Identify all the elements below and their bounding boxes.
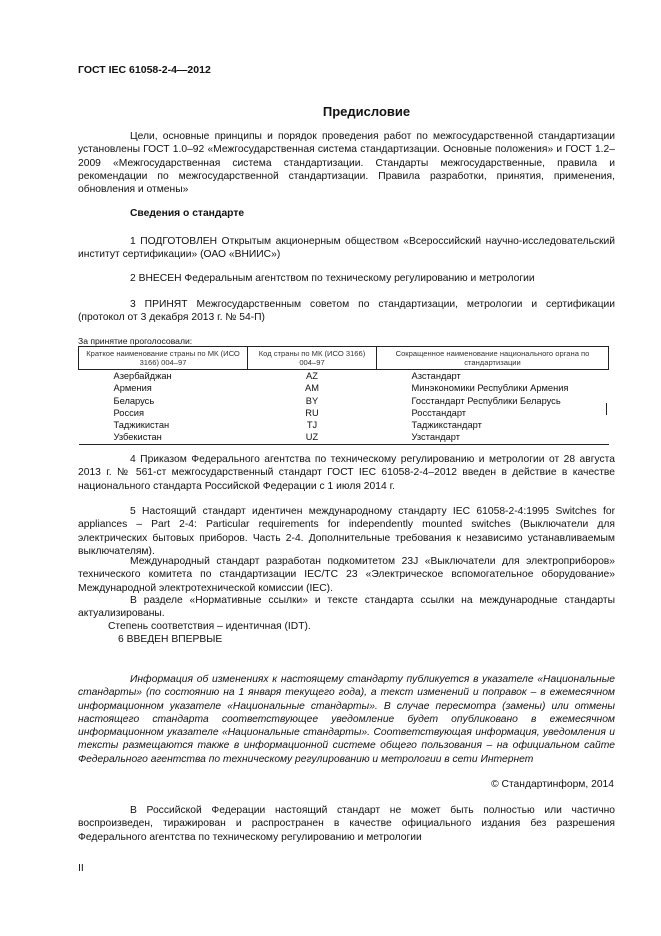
page-number: II xyxy=(78,862,84,874)
item-5-international-standard: Международный стандарт разработан подкомитетом 23J «Выключатели для электроприборов» технического комитета по стандартизации IEC/TC 23 «Электрическое вспомогательное оборудование» Международной электротехнической комиссии (IEC). xyxy=(78,556,615,594)
voting-table xyxy=(78,346,609,445)
country-name: Беларусь xyxy=(113,395,155,406)
table-row xyxy=(79,419,609,431)
col-header-country: Краткое наименование страны по МК (ИСО 3166) 004–97 xyxy=(79,347,248,370)
table-row xyxy=(79,407,609,419)
item-6: 6 ВВЕДЕН ВПЕРВЫЕ xyxy=(118,634,223,645)
col-header-body: Сокращенное наименование национального органа по стандартизации xyxy=(377,347,609,370)
item-2: 2 ВНЕСЕН Федеральным агентством по техническому регулированию и метрологии xyxy=(130,273,535,284)
item-5: 5 Настоящий стандарт идентичен международному стандарту IEC 61058-2-4:1995 Switches for appliances – Part 2-4: Particular requirements for independently mounted switches (Выключатели для электрических бытовых приборов. Часть 2-4. Дополнительные требования к независимо устанавливаемым выключателям). xyxy=(78,506,615,557)
standards-body: Минэкономики Республики Армения xyxy=(411,383,569,394)
country-code: AZ xyxy=(306,371,318,381)
table-row xyxy=(79,382,609,394)
country-name: Таджикистан xyxy=(113,420,170,431)
table-edge-mark xyxy=(606,403,607,415)
col-header-code: Код страны по МК (ИСО 3166) 004–97 xyxy=(248,347,377,370)
table-row xyxy=(79,370,609,383)
legal-notice: В Российской Федерации настоящий стандарт не может быть полностью или частично воспроизведен, тиражирован и распространен в качестве официального издания без разрешения Федерального агентства по техническому регулированию и метрологии xyxy=(78,805,615,843)
country-code: TJ xyxy=(306,420,318,431)
standards-body: Узстандарт xyxy=(377,431,609,444)
document-header: ГОСТ IEC 61058-2-4—2012 xyxy=(78,64,211,76)
country-code: BY xyxy=(305,395,319,406)
standards-body: Таджикстандарт xyxy=(411,420,482,431)
standards-body: Росстандарт xyxy=(411,407,467,418)
intro-paragraph: Цели, основные принципы и порядок проведения работ по межгосударственной стандартизации установлены ГОСТ 1.0–92 «Межгосударственная система стандартизации. Основные положения» и ГОСТ 1.2–2009 «Межгосударственная система стандартизации. Стандарты межгосударственные, правила и рекомендации по межгосударственной стандартизации. Правила разработки, принятия, применения, обновления и отмены» xyxy=(78,131,615,196)
item-1: 1 ПОДГОТОВЛЕН Открытым акционерным обществом «Всероссийский научно-исследовательский институт сертификации» (ОАО «ВНИИС») xyxy=(78,236,615,261)
standards-body: Азстандарт xyxy=(411,371,461,381)
item-5-conformity: Степень соответствия – идентичная (IDT). xyxy=(108,621,311,632)
country-name: Азербайджан xyxy=(113,371,172,381)
table-row xyxy=(79,395,609,407)
page-title: Предисловие xyxy=(322,104,411,119)
country-name: Узбекистан xyxy=(79,431,248,444)
item-5-references: В разделе «Нормативные ссылки» и тексте стандарта ссылки на международные стандарты актуализированы. xyxy=(78,595,615,620)
country-name: Армения xyxy=(113,383,152,394)
copyright: © Стандартинформ, 2014 xyxy=(491,779,614,790)
country-name: Россия xyxy=(113,407,144,418)
table-row xyxy=(79,431,609,444)
country-code: UZ xyxy=(248,431,377,444)
item-4: 4 Приказом Федерального агентства по техническому регулированию и метрологии от 28 августа 2013 г. № 561-ст межгосударственный стандарт ГОСТ IEC 61058-2-4–2012 введен в действие в качестве национального стандарта Российской Федерации с 1 июля 2014 г. xyxy=(78,454,615,492)
country-code: AM xyxy=(305,383,319,394)
standards-body: Госстандарт Республики Беларусь xyxy=(411,395,561,406)
section-subheading: Сведения о стандарте xyxy=(130,208,245,219)
country-code: RU xyxy=(305,407,319,418)
info-notice: Информация об изменениях к настоящему стандарту публикуется в указателе «Национальные стандарты» (по состоянию на 1 января текущего года), а текст изменений и поправок – в ежемесячном информационном указателе «Национальные стандарты». В случае пересмотра (замены) или отмены настоящего стандарта соответствующее уведомление будет опубликовано в ежемесячном информационном указателе «Национальные стандарты». Соответствующая информация, уведомления и тексты размещаются также в информационной системе общего пользования – на официальном сайте Федерального агентства по техническому регулированию и метрологии в сети Интернет xyxy=(78,674,615,765)
table-caption: За принятие проголосовали: xyxy=(78,336,193,346)
item-3: 3 ПРИНЯТ Межгосударственным советом по стандартизации, метрологии и сертификации (протокол от 3 декабря 2013 г. № 54-П) xyxy=(78,299,615,324)
